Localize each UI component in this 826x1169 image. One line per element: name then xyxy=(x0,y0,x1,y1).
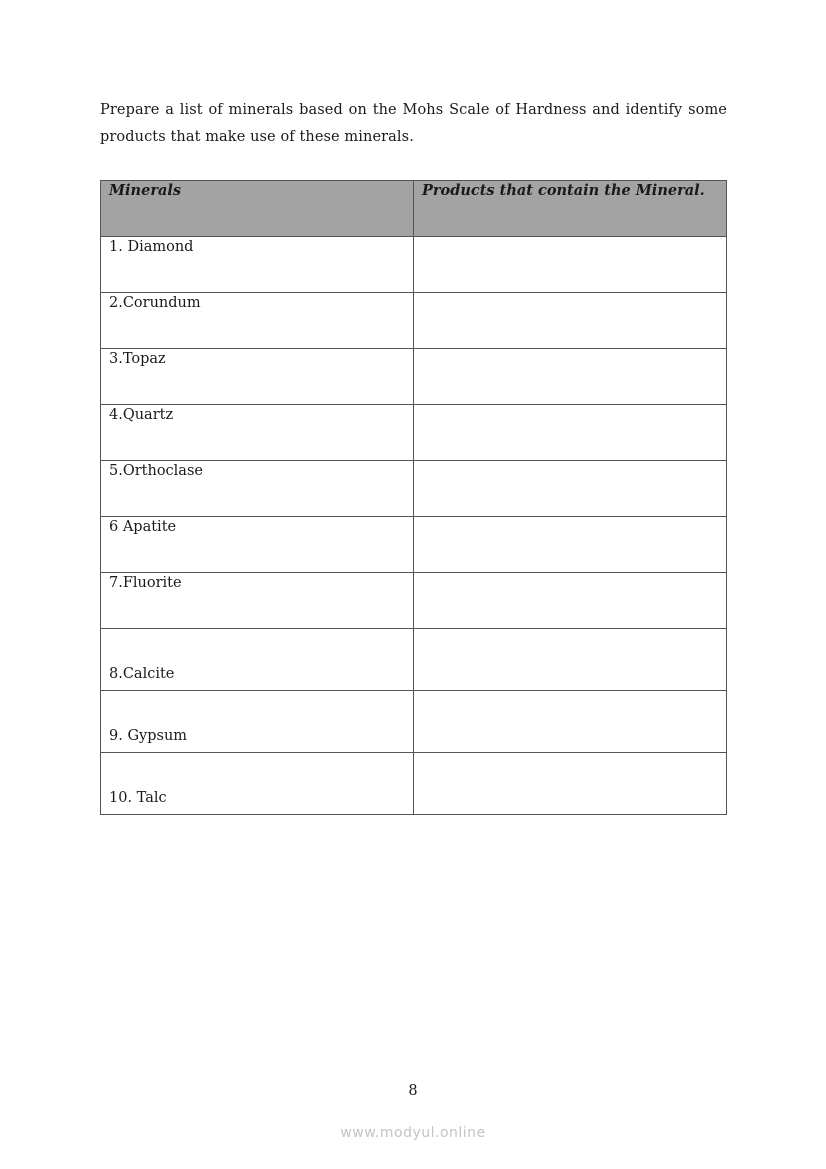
mineral-cell: 10. Talc xyxy=(101,753,414,815)
minerals-table xyxy=(100,180,727,815)
table-row xyxy=(101,629,727,691)
table-row xyxy=(101,461,727,517)
products-cell[interactable] xyxy=(414,573,727,629)
mineral-cell: 6 Apatite xyxy=(101,517,414,573)
table-row xyxy=(101,293,727,349)
products-cell[interactable] xyxy=(414,753,727,815)
table-row xyxy=(101,237,727,293)
products-cell[interactable] xyxy=(414,237,727,293)
mineral-cell: 7.Fluorite xyxy=(101,573,414,629)
table-header-row xyxy=(101,181,727,237)
products-cell[interactable] xyxy=(414,461,727,517)
page-number: 8 xyxy=(408,1083,418,1099)
mineral-cell: 1. Diamond xyxy=(101,237,414,293)
table-row xyxy=(101,517,727,573)
products-cell[interactable] xyxy=(414,349,727,405)
table-row xyxy=(101,405,727,461)
table-row xyxy=(101,753,727,815)
table-row xyxy=(101,691,727,753)
mineral-cell: 5.Orthoclase xyxy=(101,461,414,517)
watermark: www.modyul.online xyxy=(340,1125,486,1141)
table-row xyxy=(101,349,727,405)
mineral-cell: 8.Calcite xyxy=(101,629,414,691)
mineral-cell: 9. Gypsum xyxy=(101,691,414,753)
column-header-products: Products that contain the Mineral. xyxy=(414,181,727,237)
mineral-cell: 2.Corundum xyxy=(101,293,414,349)
products-cell[interactable] xyxy=(414,629,727,691)
products-cell[interactable] xyxy=(414,691,727,753)
table-row xyxy=(101,573,727,629)
products-cell[interactable] xyxy=(414,405,727,461)
mineral-cell: 3.Topaz xyxy=(101,349,414,405)
column-header-minerals: Minerals xyxy=(101,181,414,237)
products-cell[interactable] xyxy=(414,293,727,349)
instruction-text: Prepare a list of minerals based on the Mohs Scale of Hardness and identify some products that make use of these minerals. xyxy=(100,102,727,145)
mineral-cell: 4.Quartz xyxy=(101,405,414,461)
products-cell[interactable] xyxy=(414,517,727,573)
